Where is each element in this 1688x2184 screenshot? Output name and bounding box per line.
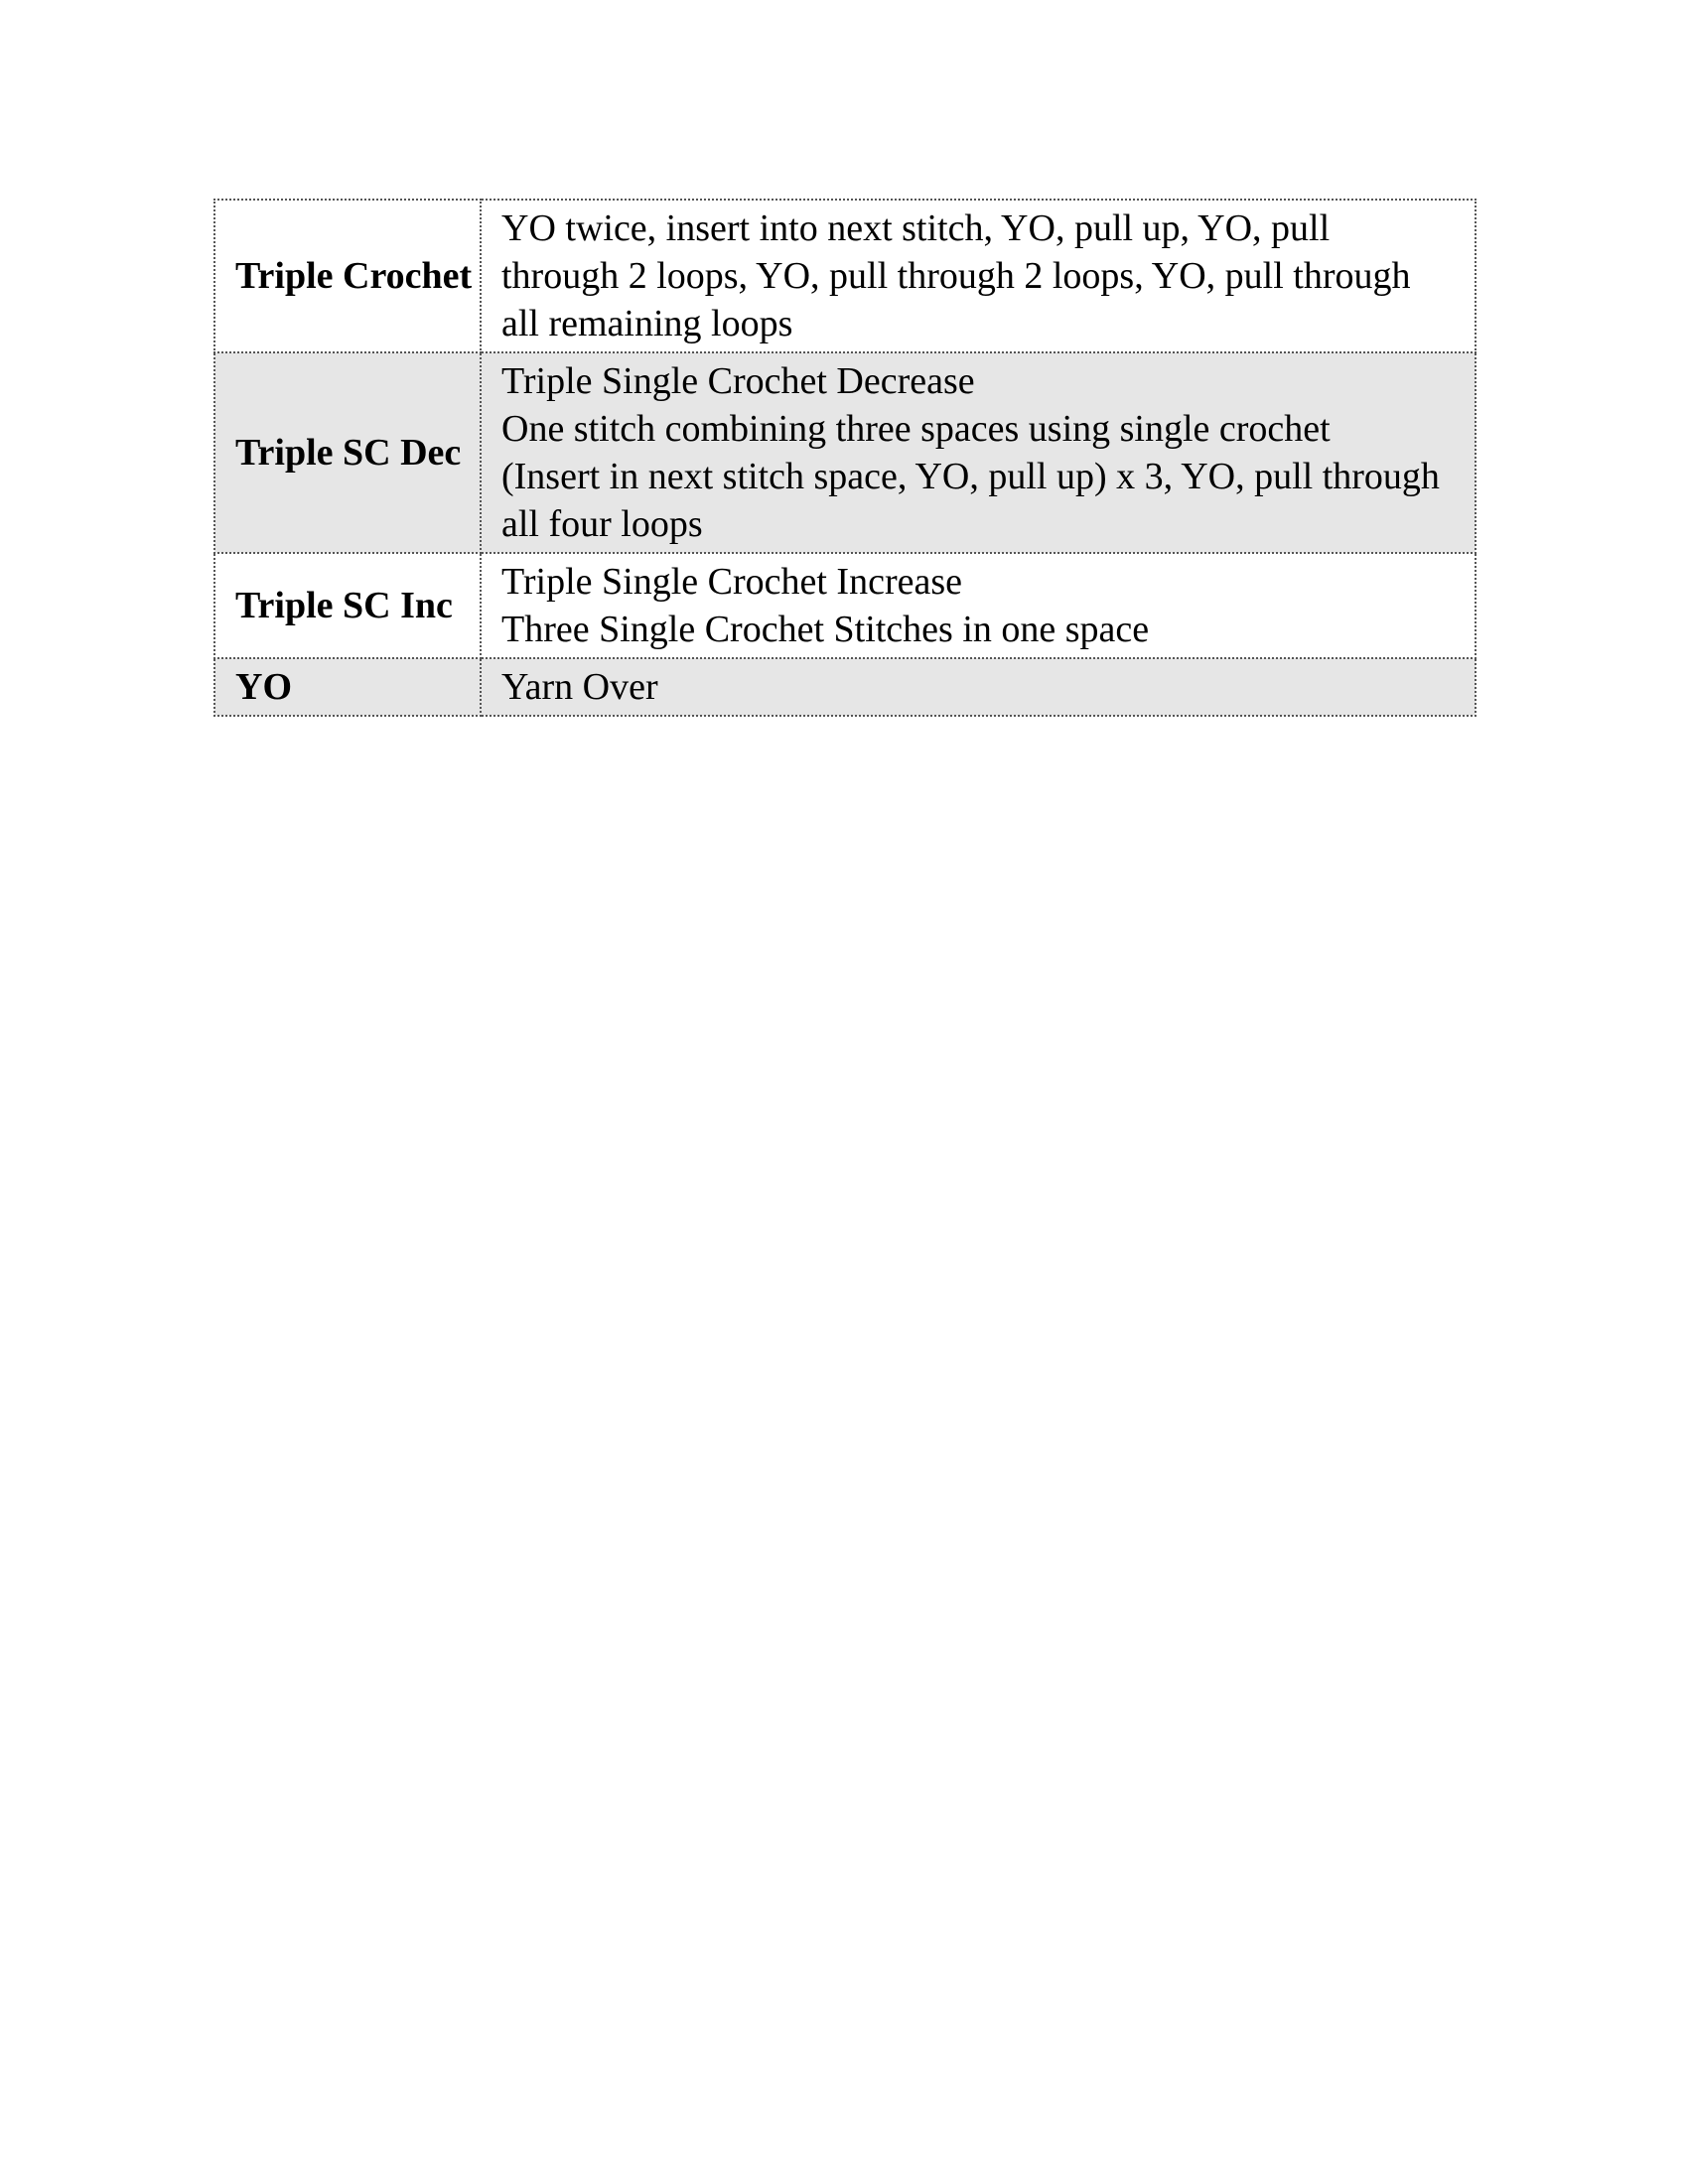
definition-line: Triple Single Crochet Decrease <box>501 360 975 402</box>
definition-line: (Insert in next stitch space, YO, pull up) x 3, YO, pull through all four loops <box>501 456 1440 545</box>
stitch-glossary-table <box>213 199 1477 717</box>
table-row <box>214 200 1476 352</box>
definition-cell <box>481 553 1476 658</box>
definition-cell <box>481 352 1476 553</box>
table-row <box>214 658 1476 716</box>
table-row <box>214 352 1476 553</box>
definition-cell <box>481 658 1476 716</box>
definition-line: One stitch combining three spaces using single crochet <box>501 408 1331 450</box>
term-cell: YO <box>214 658 481 716</box>
term-cell: Triple Crochet <box>214 200 481 352</box>
definition-cell <box>481 200 1476 352</box>
definition-line: Triple Single Crochet Increase <box>501 561 962 603</box>
definition-line: Three Single Crochet Stitches in one space <box>501 609 1150 650</box>
definition-line: Yarn Over <box>501 666 658 708</box>
term-cell: Triple SC Dec <box>214 352 481 553</box>
table-row <box>214 553 1476 658</box>
definition-line: YO twice, insert into next stitch, YO, pull up, YO, pull through 2 loops, YO, pull through 2 loops, YO, pull through all remaining loops <box>501 207 1411 344</box>
term-cell: Triple SC Inc <box>214 553 481 658</box>
